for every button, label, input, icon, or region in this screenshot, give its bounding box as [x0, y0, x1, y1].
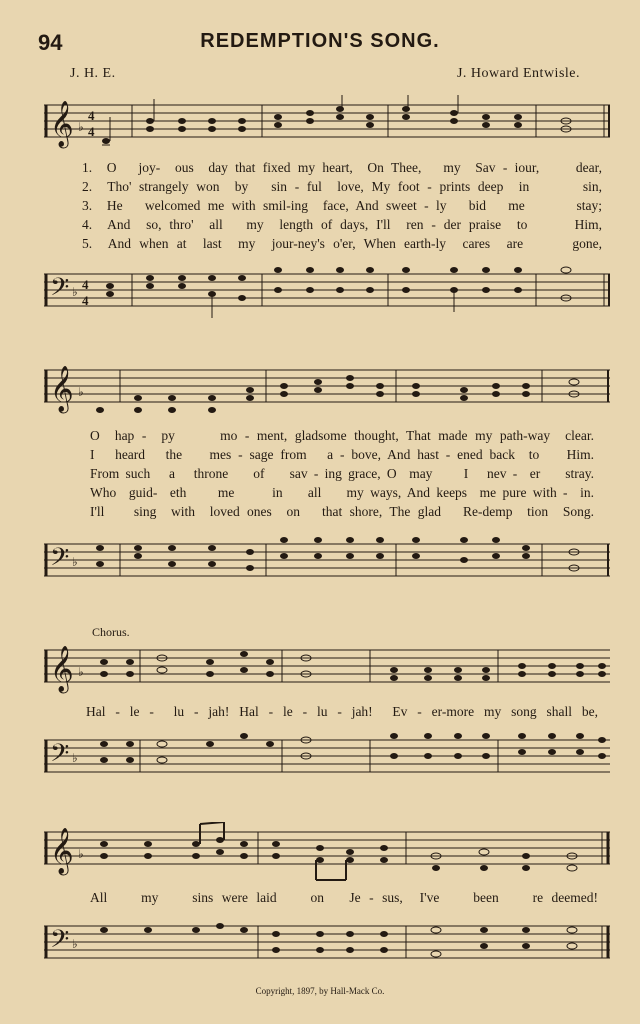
svg-text:♭: ♭	[72, 937, 78, 951]
bass-clef-icon: 𝄢	[50, 739, 70, 774]
system2-treble-staff	[44, 360, 610, 420]
bass-clef-icon: 𝄢	[50, 543, 70, 578]
lyric-line: All my sins were laid on Je - sus, I've been re deemed!	[90, 890, 598, 905]
system4-bass-staff	[44, 910, 610, 976]
system1-treble-staff	[44, 95, 610, 155]
composer-credit: J. Howard Entwisle.	[456, 66, 580, 81]
svg-text:4: 4	[82, 277, 89, 292]
lyric-line: 5. And when at last my jour-ney's o'er, When earth-ly cares are gone,	[82, 236, 602, 251]
treble-clef-icon: 𝄞	[50, 646, 74, 692]
system4-treble-staff	[44, 822, 610, 884]
system1-bass-staff	[44, 262, 610, 322]
system2-lyrics	[90, 426, 594, 521]
bass-clef-icon: 𝄢	[50, 273, 70, 308]
system2-bass-staff	[44, 530, 610, 590]
treble-clef-icon: 𝄞	[50, 101, 74, 147]
lyric-line: Hal - le - lu - jah! Hal - le - lu - jah! Ev - er-more my song shall be,	[86, 704, 598, 719]
bass-clef-icon: 𝄢	[50, 925, 70, 960]
lyric-line: I heard the mes - sage from a - bove, And hast - ened back to Him.	[90, 447, 594, 462]
lyric-line: O hap - py mo - ment, gladsome thought, That made my path-way clear.	[90, 428, 594, 443]
lyric-line: 4. And so, thro' all my length of days, I'll ren - der praise to Him,	[82, 217, 602, 232]
copyright-notice: Copyright, 1897, by Hall-Mack Co.	[255, 986, 385, 996]
hymn-title: REDEMPTION'S SONG.	[200, 30, 440, 52]
system3-lyrics	[86, 702, 598, 721]
svg-text:♭: ♭	[78, 847, 84, 861]
svg-text:4: 4	[88, 108, 95, 123]
system4-lyrics	[90, 888, 598, 907]
system1-lyrics	[82, 158, 602, 253]
lyric-line: Who guid- eth me in all my ways, And keeps me pure with - in.	[90, 485, 594, 500]
svg-text:♭: ♭	[78, 385, 84, 399]
page-number: 94	[38, 30, 63, 55]
treble-clef-icon: 𝄞	[50, 828, 74, 874]
system3-treble-staff	[44, 640, 610, 696]
svg-text:♭: ♭	[78, 120, 84, 134]
svg-text:4: 4	[82, 293, 89, 308]
lyric-line: I'll sing with loved ones on that shore, The glad Re-demp tion Song.	[90, 504, 594, 519]
svg-text:♭: ♭	[72, 285, 78, 299]
lyric-line: 1. O joy- ous day that fixed my heart, On Thee, my Sav - iour, dear,	[82, 160, 602, 175]
svg-text:4: 4	[88, 124, 95, 139]
lyric-line: From such a throne of sav - ing grace, O may I nev - er stray.	[90, 466, 594, 481]
treble-clef-icon: 𝄞	[50, 366, 74, 412]
svg-text:♭: ♭	[78, 665, 84, 679]
chorus-label: Chorus.	[92, 625, 130, 639]
system3-bass-staff	[44, 730, 610, 786]
lyricist-credit: J. H. E.	[70, 66, 116, 81]
svg-text:♭: ♭	[72, 555, 78, 569]
svg-text:♭: ♭	[72, 751, 78, 765]
lyric-line: 2. Tho' strangely won by sin - ful love, My foot - prints deep in sin,	[82, 179, 602, 194]
lyric-line: 3. He welcomed me with smil-ing face, And sweet - ly bid me stay;	[82, 198, 602, 213]
